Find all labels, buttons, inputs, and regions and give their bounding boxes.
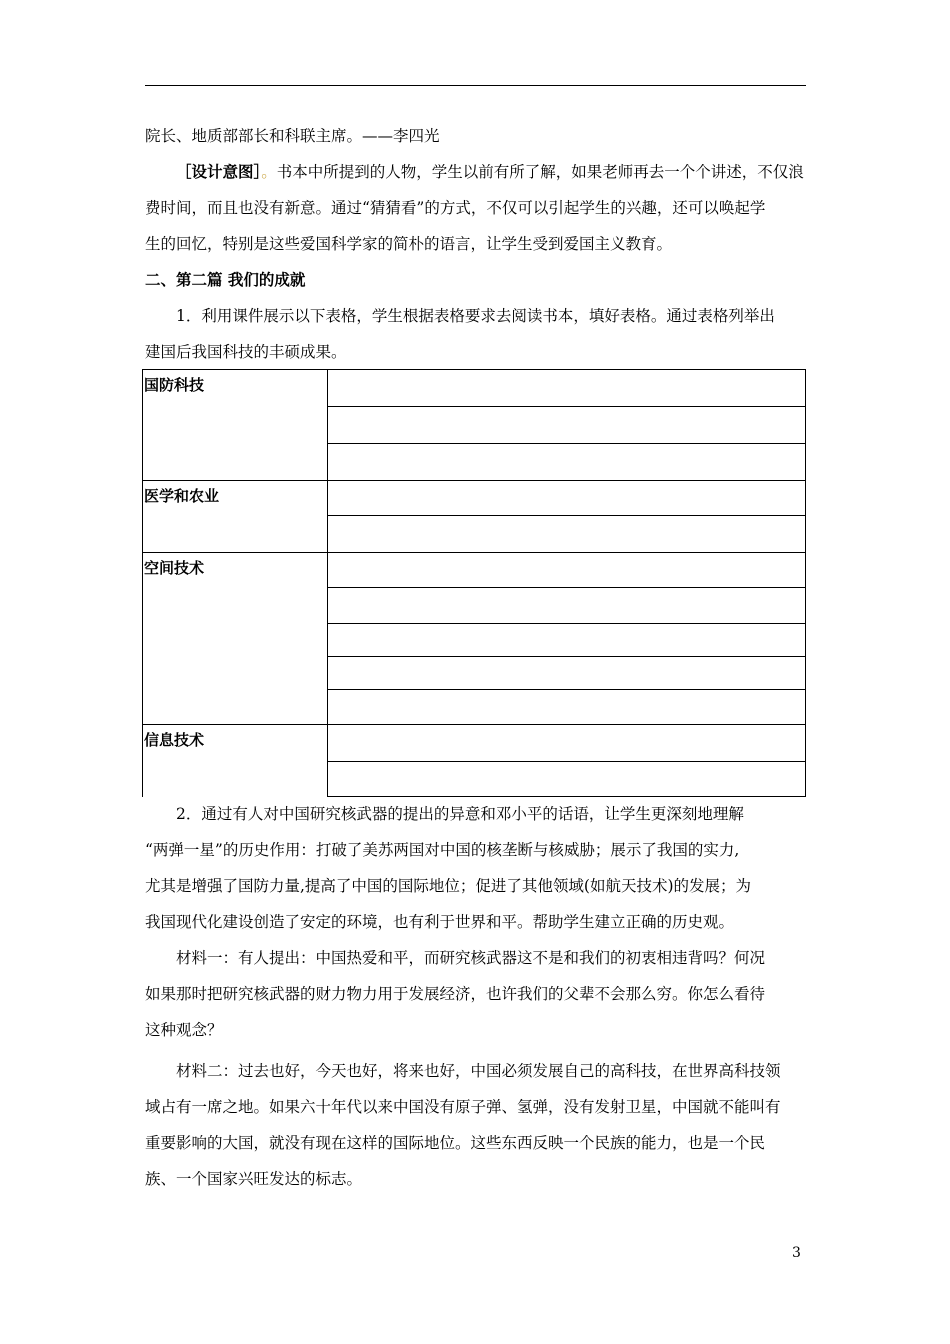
table-cell[interactable] — [328, 725, 806, 762]
table-cell[interactable] — [328, 657, 806, 690]
text-line: 书本中所提到的人物，学生以前有所了解，如果老师再去一个个讲述，不仅浪 — [276, 163, 804, 181]
page-number: 3 — [792, 1245, 801, 1261]
text-line: 域占有一席之地。如果六十年代以来中国没有原子弹、氢弹，没有发射卫星，中国就不能叫有 — [145, 1098, 781, 1116]
category-defense: 国防科技 — [143, 370, 328, 481]
text-line: 如果那时把研究核武器的财力物力用于发展经济，也许我们的父辈不会那么穷。你怎么看待 — [145, 985, 766, 1003]
header-rule — [145, 85, 806, 86]
table-cell[interactable] — [328, 444, 806, 481]
table-cell[interactable] — [328, 407, 806, 444]
text-line: 族、一个国家兴旺发达的标志。 — [145, 1170, 363, 1188]
mark: 。 — [261, 163, 277, 181]
text-line: 2．通过有人对中国研究核武器的提出的异意和邓小平的话语，让学生更深刻地理解 — [176, 805, 744, 823]
table-cell[interactable] — [328, 690, 806, 725]
text-line: 尤其是增强了国防力量,提高了中国的国际地位；促进了其他领域(如航天技术)的发展；为 — [145, 877, 752, 895]
table-cell[interactable] — [328, 553, 806, 588]
table-cell[interactable] — [328, 516, 806, 553]
text-line: 我国现代化建设创造了安定的环境，也有利于世界和平。帮助学生建立正确的历史观。 — [145, 913, 735, 931]
table-cell[interactable] — [328, 370, 806, 407]
category-information: 信息技术 — [143, 725, 328, 797]
text-line: 材料一：有人提出：中国热爱和平，而研究核武器这不是和我们的初衷相违背吗？何况 — [176, 949, 766, 967]
design-intent-label: ［设计意图］ — [176, 163, 262, 181]
text-line: 1．利用课件展示以下表格，学生根据表格要求去阅读书本，填好表格。通过表格列举出 — [176, 307, 775, 325]
table-cell[interactable] — [328, 588, 806, 624]
text-line: “两弹一星”的历史作用：打破了美苏两国对中国的核垄断与核威胁；展示了我国的实力, — [145, 841, 740, 859]
design-intent-paragraph — [145, 154, 810, 190]
text-line: 重要影响的大国，就没有现在这样的国际地位。这些东西反映一个民族的能力，也是一个民 — [145, 1134, 766, 1152]
text-line: 院长、地质部部长和科联主席。——李四光 — [145, 127, 440, 145]
text-line: 生的回忆，特别是这些爱国科学家的简朴的语言，让学生受到爱国主义教育。 — [145, 235, 673, 253]
section-heading: 二、第二篇 我们的成就 — [145, 271, 306, 289]
table-cell[interactable] — [328, 624, 806, 657]
text-line: 材料二：过去也好，今天也好，将来也好，中国必须发展自己的高科技，在世界高科技领 — [176, 1062, 781, 1080]
category-medicine-agriculture: 医学和农业 — [143, 481, 328, 553]
table-cell[interactable] — [328, 481, 806, 516]
achievements-table — [142, 369, 806, 797]
table-cell[interactable] — [328, 762, 806, 797]
text-line: 费时间，而且也没有新意。通过“猜猜看”的方式，不仅可以引起学生的兴趣，还可以唤起学 — [145, 199, 766, 217]
text-line: 这种观念？ — [145, 1021, 223, 1039]
category-space: 空间技术 — [143, 553, 328, 725]
text-line: 建国后我国科技的丰硕成果。 — [145, 343, 347, 361]
